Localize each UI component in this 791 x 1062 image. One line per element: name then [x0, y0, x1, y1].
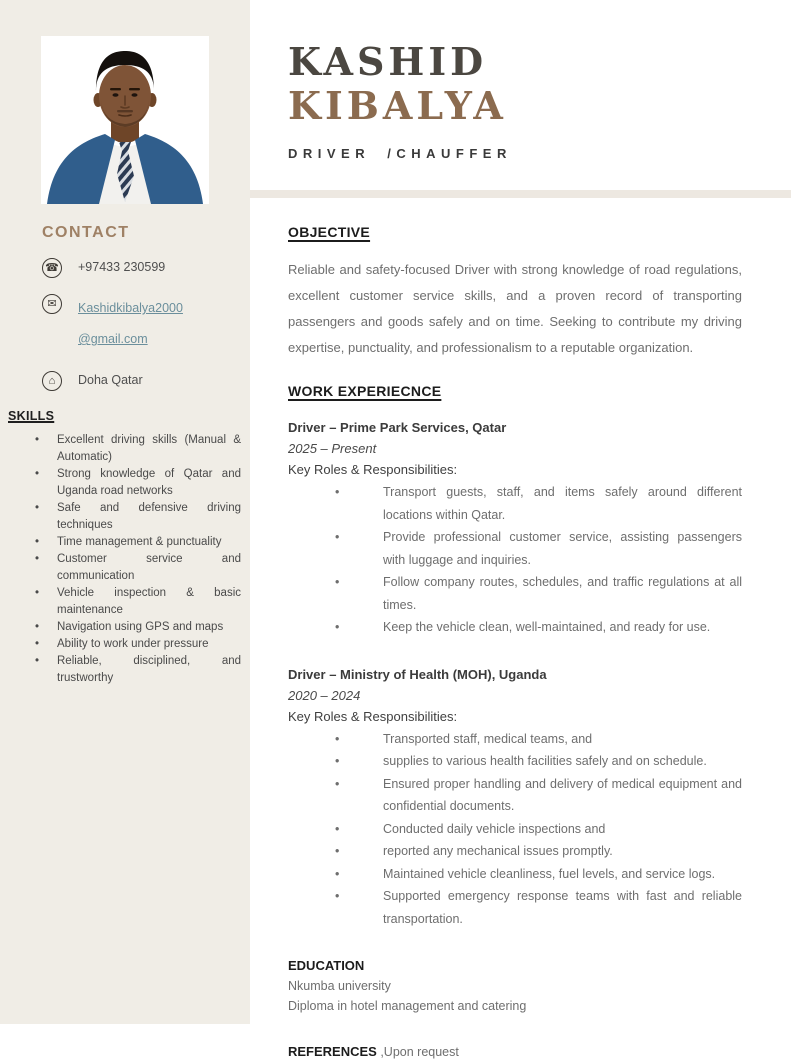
job-bullet: • supplies to various health facilities safely and on schedule. — [288, 750, 742, 773]
job-bullet: • reported any mechanical issues promptly. — [288, 840, 742, 863]
last-name: KIBALYA — [288, 83, 507, 128]
job-bullet: • Keep the vehicle clean, well-maintained, and ready for use. — [288, 616, 742, 639]
phone-icon: ☎ — [42, 258, 62, 278]
skill-item: • Strong knowledge of Qatar and Uganda road networks — [0, 466, 241, 500]
location-text: Doha Qatar — [78, 373, 143, 387]
job-title: DRIVER /CHAUFFER — [288, 146, 512, 161]
job-bullet: • Maintained vehicle cleanliness, fuel levels, and service logs. — [288, 863, 742, 886]
job-entry-dates: 2025 – Present — [288, 441, 377, 456]
content — [250, 198, 791, 1062]
job-roles-label: Key Roles & Responsibilities: — [288, 708, 458, 724]
job-entry-title: Driver – Ministry of Health (MOH), Uganda — [288, 666, 547, 682]
home-icon: ⌂ — [42, 371, 62, 391]
job-roles-label: Key Roles & Responsibilities: — [288, 462, 458, 477]
job-entry-title: Driver – Prime Park Services, Qatar — [288, 420, 507, 435]
job-entry — [288, 417, 742, 639]
references-label: REFERENCES — [288, 1044, 377, 1059]
email-wrap — [78, 293, 183, 355]
job-entry — [288, 664, 742, 931]
education-line: Diploma in hotel management and catering — [288, 999, 527, 1013]
education-heading: EDUCATION — [288, 958, 365, 973]
job-bullet: • Conducted daily vehicle inspections and — [288, 818, 742, 841]
jobs-list — [288, 417, 742, 930]
job-bullets — [288, 481, 742, 639]
job-bullet: • Transport guests, staff, and items safely around different locations within Qatar. — [288, 481, 742, 526]
sidebar — [0, 0, 250, 1024]
email-line2: @gmail.com — [78, 332, 148, 346]
email-line1: Kashidkibalya2000 — [78, 301, 183, 315]
contact-heading: CONTACT — [42, 224, 130, 241]
education-section — [288, 956, 742, 1016]
skill-item: • Time management & punctuality — [0, 534, 241, 551]
skills-section — [0, 407, 250, 687]
job-bullet: • Transported staff, medical teams, and — [288, 728, 742, 751]
mail-icon: ✉ — [42, 294, 62, 314]
header — [250, 0, 791, 190]
email-link[interactable] — [78, 293, 183, 355]
contact-phone-row — [42, 257, 236, 278]
skill-item: • Reliable, disciplined, and trustworthy — [0, 653, 241, 687]
work-experience-heading: WORK EXPERIECNCE — [288, 383, 442, 399]
education-line: Nkumba university — [288, 979, 391, 993]
job-bullet: • Provide professional customer service, assisting passengers with luggage and inquiries. — [288, 526, 742, 571]
objective-text: Reliable and safety-focused Driver with strong knowledge of road regulations, excellent customer service skills, and a proven record of transporting passengers and goods safely and on time. Seeking to contribute my driving expertise, punctuality, and professionalism to a reputable organization. — [288, 262, 742, 355]
job-bullet: • Ensured proper handling and delivery of medical equipment and confidential documents. — [288, 773, 742, 818]
header-divider — [250, 190, 791, 198]
job-bullet: • Supported emergency response teams with fast and reliable transportation. — [288, 885, 742, 930]
skills-heading: SKILLS — [8, 409, 55, 423]
profile-photo — [41, 36, 209, 204]
job-entry-dates: 2020 – 2024 — [288, 687, 361, 703]
job-bullet: • Follow company routes, schedules, and traffic regulations at all times. — [288, 571, 742, 616]
education-lines — [288, 976, 742, 1016]
phone-number: +97433 230599 — [78, 260, 166, 274]
skill-item: • Vehicle inspection & basic maintenance — [0, 585, 241, 619]
first-name: KASHID — [288, 39, 488, 84]
objective-heading: OBJECTIVE — [288, 224, 371, 240]
main-column — [250, 0, 791, 1059]
contact-email-row — [42, 293, 236, 355]
contact-section — [0, 224, 250, 391]
skill-item: • Ability to work under pressure — [0, 636, 241, 653]
contact-location-row — [42, 370, 236, 391]
skill-item: • Navigation using GPS and maps — [0, 619, 241, 636]
skills-list — [0, 432, 250, 687]
skill-item: • Safe and defensive driving techniques — [0, 500, 241, 534]
references-section — [288, 1042, 742, 1062]
skill-item: • Customer service and communication — [0, 551, 241, 585]
skill-item: • Excellent driving skills (Manual & Automatic) — [0, 432, 241, 466]
job-bullets — [288, 728, 742, 931]
references-text: ,Upon request — [376, 1045, 459, 1059]
profile-photo-illustration — [41, 36, 209, 204]
